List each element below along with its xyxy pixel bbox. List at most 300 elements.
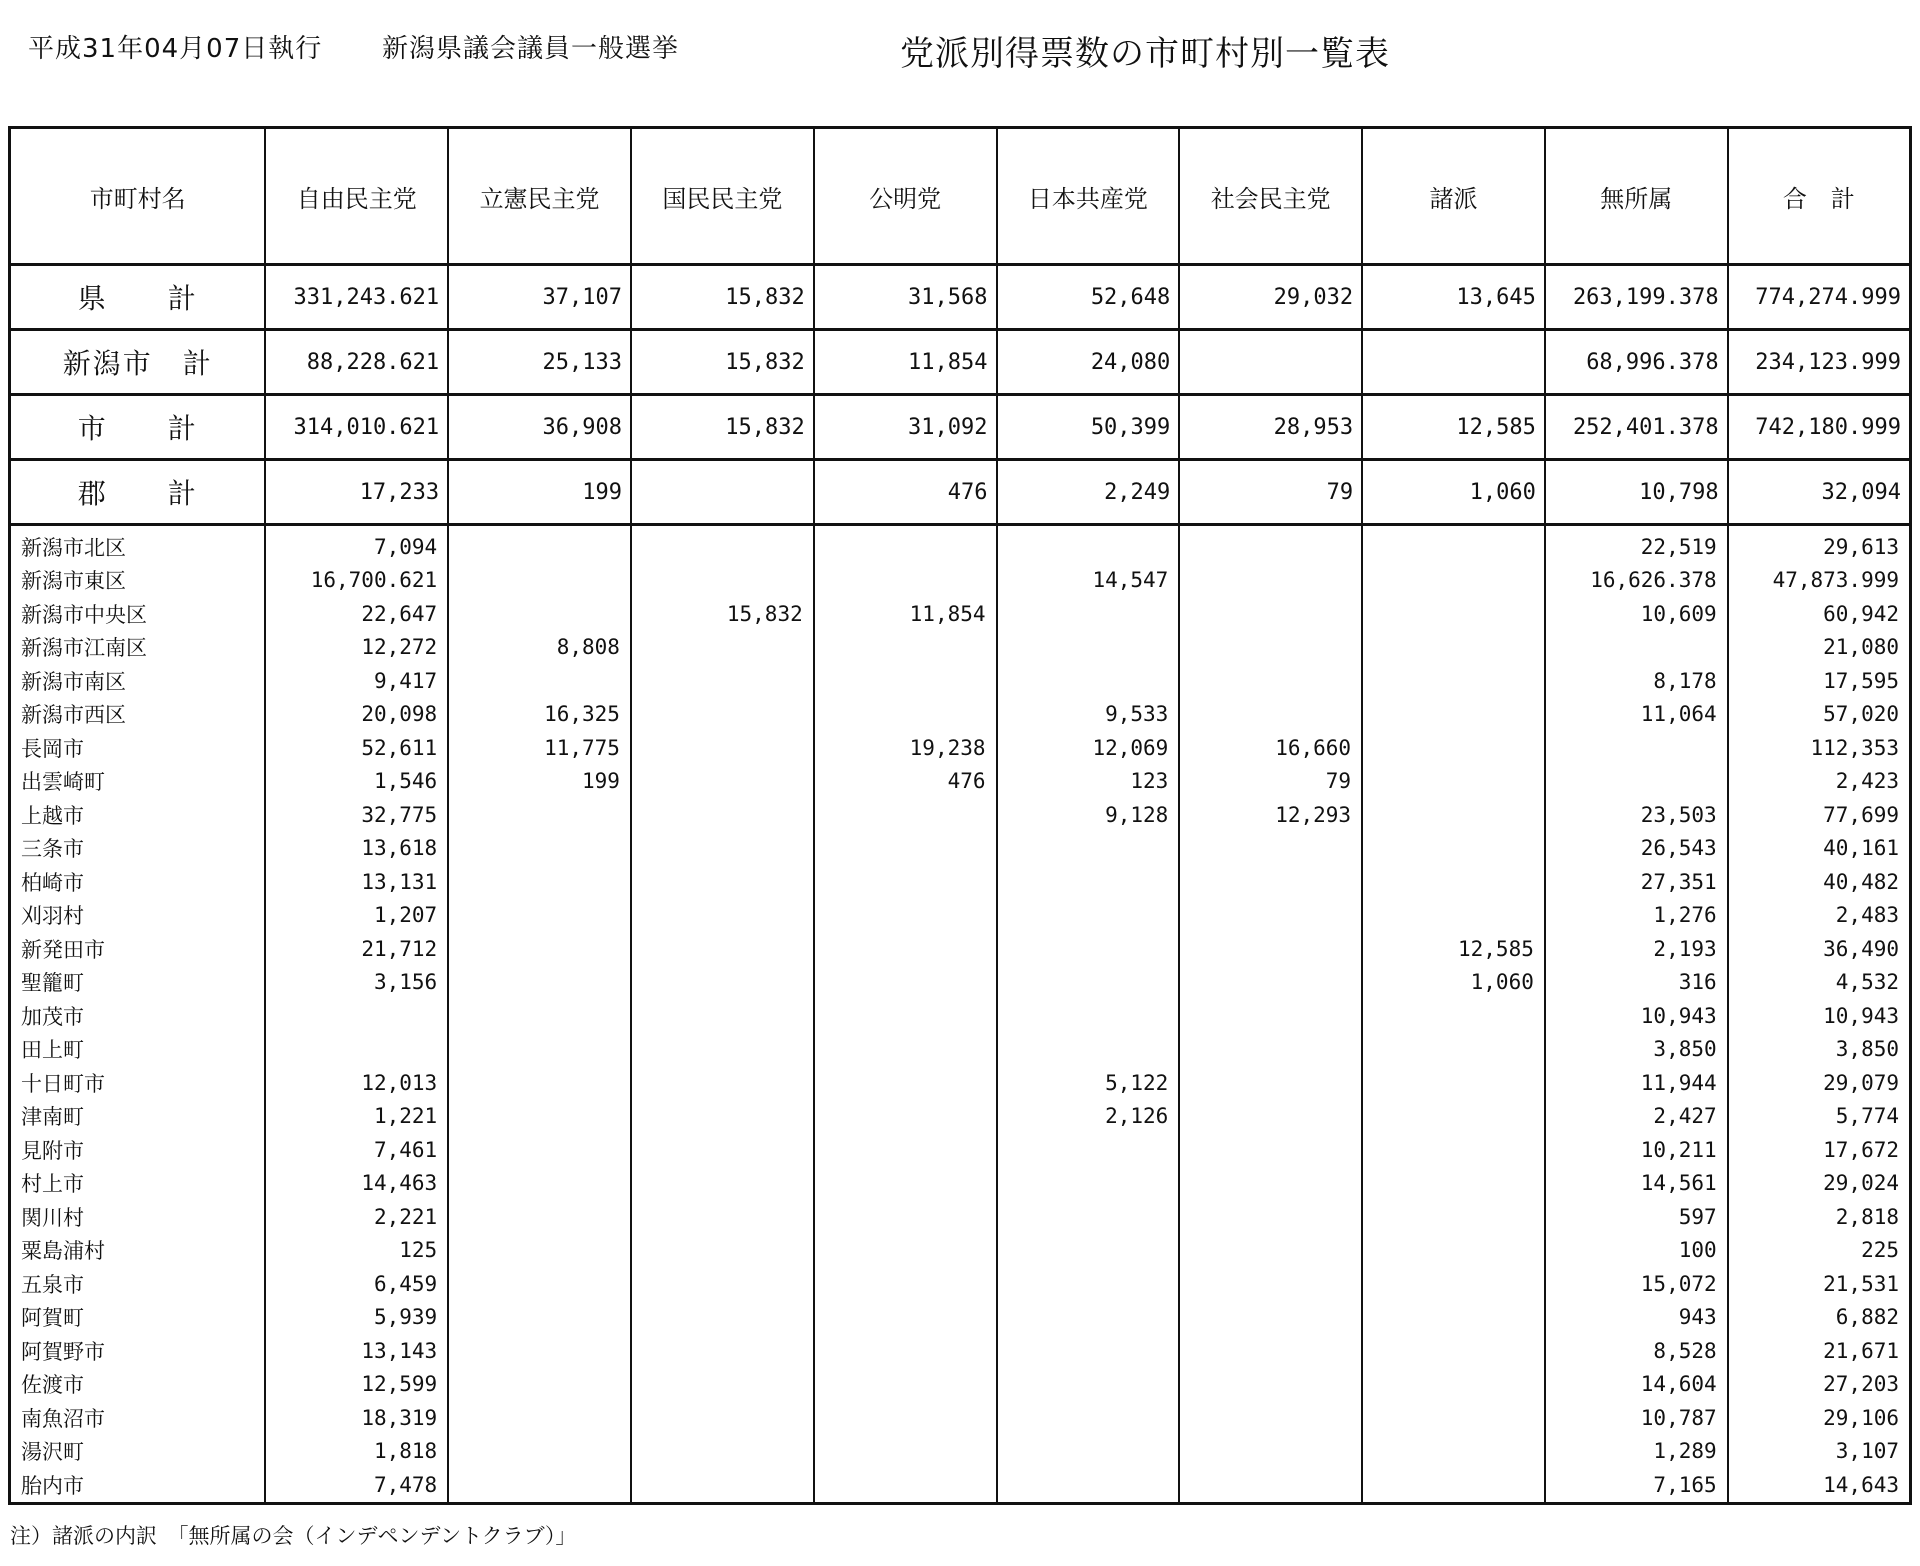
vote-count-cell	[631, 932, 814, 966]
vote-count-cell: 12,599	[265, 1368, 448, 1402]
vote-count-cell	[1362, 999, 1545, 1033]
vote-count-cell	[631, 1033, 814, 1067]
vote-count-cell: 2,249	[997, 460, 1180, 525]
vote-count-cell	[1362, 1267, 1545, 1301]
vote-count-cell	[814, 1234, 997, 1268]
vote-count-cell: 17,672	[1728, 1133, 1911, 1167]
vote-count-cell: 52,611	[265, 731, 448, 765]
vote-count-cell	[1362, 664, 1545, 698]
vote-count-cell	[1179, 899, 1362, 933]
vote-count-cell	[448, 1401, 631, 1435]
vote-count-cell	[631, 698, 814, 732]
vote-count-cell: 314,010.621	[265, 395, 448, 460]
municipality-name: 村上市	[10, 1167, 266, 1201]
vote-count-cell	[997, 1468, 1180, 1503]
vote-count-cell	[814, 631, 997, 665]
vote-count-cell	[448, 1368, 631, 1402]
column-header: 合 計	[1728, 128, 1911, 265]
vote-count-cell: 12,069	[997, 731, 1180, 765]
table-row	[10, 631, 1911, 665]
table-row	[10, 932, 1911, 966]
municipality-name: 三条市	[10, 832, 266, 866]
vote-count-cell: 18,319	[265, 1401, 448, 1435]
summary-row	[10, 460, 1911, 525]
vote-count-cell	[814, 564, 997, 598]
summary-row	[10, 265, 1911, 330]
vote-count-cell	[631, 966, 814, 1000]
vote-count-cell	[814, 1033, 997, 1067]
vote-count-cell	[1362, 731, 1545, 765]
vote-count-cell	[1179, 330, 1362, 395]
municipality-name: 新潟市 計	[10, 330, 266, 395]
vote-count-cell: 6,459	[265, 1267, 448, 1301]
vote-count-cell: 68,996.378	[1545, 330, 1728, 395]
vote-count-cell: 14,604	[1545, 1368, 1728, 1402]
vote-count-cell	[997, 1435, 1180, 1469]
vote-count-cell	[448, 1334, 631, 1368]
vote-count-cell	[814, 1200, 997, 1234]
vote-count-cell: 21,531	[1728, 1267, 1911, 1301]
vote-count-cell	[1362, 1468, 1545, 1503]
vote-count-cell: 16,700.621	[265, 564, 448, 598]
vote-count-cell	[1362, 525, 1545, 564]
vote-count-cell	[448, 1468, 631, 1503]
vote-count-cell	[814, 999, 997, 1033]
municipality-name: 田上町	[10, 1033, 266, 1067]
vote-count-cell	[631, 1435, 814, 1469]
vote-count-cell: 5,774	[1728, 1100, 1911, 1134]
vote-count-cell	[448, 1435, 631, 1469]
vote-count-cell	[1362, 765, 1545, 799]
vote-count-cell: 50,399	[997, 395, 1180, 460]
vote-count-cell	[631, 1301, 814, 1335]
vote-count-cell	[1362, 1200, 1545, 1234]
vote-count-cell	[631, 1066, 814, 1100]
vote-count-cell	[448, 1301, 631, 1335]
table-row	[10, 1468, 1911, 1503]
vote-count-cell	[997, 631, 1180, 665]
table-row	[10, 966, 1911, 1000]
column-header: 公明党	[814, 128, 997, 265]
vote-count-cell: 47,873.999	[1728, 564, 1911, 598]
vote-count-cell: 32,775	[265, 798, 448, 832]
municipality-name: 聖籠町	[10, 966, 266, 1000]
table-row	[10, 1066, 1911, 1100]
municipality-name: 新発田市	[10, 932, 266, 966]
vote-count-cell: 10,943	[1728, 999, 1911, 1033]
vote-count-cell	[997, 1401, 1180, 1435]
table-row	[10, 765, 1911, 799]
vote-count-cell	[631, 564, 814, 598]
vote-count-cell: 14,561	[1545, 1167, 1728, 1201]
vote-count-cell: 79	[1179, 460, 1362, 525]
municipality-name: 柏崎市	[10, 865, 266, 899]
vote-count-cell	[1179, 631, 1362, 665]
municipality-name: 南魚沼市	[10, 1401, 266, 1435]
vote-count-cell	[448, 525, 631, 564]
vote-count-cell	[631, 460, 814, 525]
vote-count-cell	[448, 999, 631, 1033]
vote-count-cell	[997, 932, 1180, 966]
table-row	[10, 1200, 1911, 1234]
vote-count-cell: 15,832	[631, 330, 814, 395]
vote-count-cell: 225	[1728, 1234, 1911, 1268]
vote-count-cell	[448, 1066, 631, 1100]
vote-count-cell	[1179, 1133, 1362, 1167]
vote-count-cell	[1362, 1033, 1545, 1067]
vote-count-cell: 13,618	[265, 832, 448, 866]
vote-count-cell: 13,143	[265, 1334, 448, 1368]
vote-count-cell	[631, 664, 814, 698]
vote-count-cell: 476	[814, 460, 997, 525]
vote-count-cell: 14,643	[1728, 1468, 1911, 1503]
table-row	[10, 865, 1911, 899]
vote-count-cell: 15,832	[631, 395, 814, 460]
vote-count-cell	[997, 899, 1180, 933]
vote-count-cell	[1362, 1066, 1545, 1100]
vote-count-cell: 8,808	[448, 631, 631, 665]
vote-count-cell	[1179, 1435, 1362, 1469]
vote-count-cell: 36,908	[448, 395, 631, 460]
table-row	[10, 1267, 1911, 1301]
vote-count-cell	[997, 597, 1180, 631]
vote-count-cell: 7,094	[265, 525, 448, 564]
vote-count-cell	[1362, 597, 1545, 631]
vote-count-cell: 943	[1545, 1301, 1728, 1335]
vote-count-cell: 2,221	[265, 1200, 448, 1234]
vote-count-cell: 234,123.999	[1728, 330, 1911, 395]
vote-count-cell	[448, 1267, 631, 1301]
municipality-name: 関川村	[10, 1200, 266, 1234]
vote-count-cell	[997, 999, 1180, 1033]
vote-count-cell: 199	[448, 460, 631, 525]
vote-count-cell: 476	[814, 765, 997, 799]
vote-count-cell	[997, 832, 1180, 866]
vote-count-cell	[631, 865, 814, 899]
vote-count-cell: 316	[1545, 966, 1728, 1000]
vote-count-cell	[814, 832, 997, 866]
table-body	[10, 265, 1911, 1504]
vote-count-cell: 2,818	[1728, 1200, 1911, 1234]
vote-count-cell	[631, 798, 814, 832]
table-row	[10, 832, 1911, 866]
vote-count-cell: 16,660	[1179, 731, 1362, 765]
vote-count-cell: 1,546	[265, 765, 448, 799]
vote-count-cell: 10,211	[1545, 1133, 1728, 1167]
vote-count-cell: 6,882	[1728, 1301, 1911, 1335]
table-row	[10, 798, 1911, 832]
vote-count-cell	[1362, 1368, 1545, 1402]
vote-count-cell	[631, 999, 814, 1033]
vote-count-cell	[997, 1133, 1180, 1167]
municipality-name: 湯沢町	[10, 1435, 266, 1469]
vote-count-cell	[814, 664, 997, 698]
vote-count-cell	[1179, 1234, 1362, 1268]
vote-count-cell: 20,098	[265, 698, 448, 732]
vote-count-cell	[631, 765, 814, 799]
vote-count-cell	[1179, 1468, 1362, 1503]
vote-count-cell: 15,832	[631, 265, 814, 330]
vote-count-cell	[1362, 564, 1545, 598]
vote-count-cell	[1362, 631, 1545, 665]
vote-count-cell	[1179, 564, 1362, 598]
vote-count-cell: 29,024	[1728, 1167, 1911, 1201]
vote-count-cell	[1179, 999, 1362, 1033]
vote-count-cell	[448, 932, 631, 966]
vote-count-cell	[1362, 698, 1545, 732]
vote-count-cell: 112,353	[1728, 731, 1911, 765]
vote-count-cell	[997, 1368, 1180, 1402]
column-header: 日本共産党	[997, 128, 1180, 265]
vote-count-cell	[814, 966, 997, 1000]
vote-count-cell	[448, 865, 631, 899]
table-row	[10, 1133, 1911, 1167]
vote-count-cell: 13,645	[1362, 265, 1545, 330]
vote-count-cell	[814, 1066, 997, 1100]
vote-count-cell: 7,478	[265, 1468, 448, 1503]
vote-count-cell	[1179, 1301, 1362, 1335]
table-row	[10, 1401, 1911, 1435]
column-header: 社会民主党	[1179, 128, 1362, 265]
vote-count-cell	[814, 698, 997, 732]
vote-count-cell	[448, 798, 631, 832]
vote-count-cell: 31,568	[814, 265, 997, 330]
municipality-name: 胎内市	[10, 1468, 266, 1503]
vote-count-cell: 21,671	[1728, 1334, 1911, 1368]
vote-count-cell: 79	[1179, 765, 1362, 799]
election-date: 平成31年04月07日執行	[28, 34, 323, 64]
vote-count-cell	[631, 1267, 814, 1301]
table-row	[10, 1368, 1911, 1402]
vote-count-cell: 12,013	[265, 1066, 448, 1100]
vote-count-cell	[631, 1368, 814, 1402]
vote-count-cell: 7,461	[265, 1133, 448, 1167]
vote-count-cell	[631, 731, 814, 765]
election-name: 新潟県議会議員一般選挙	[382, 34, 680, 64]
municipality-name: 郡 計	[10, 460, 266, 525]
vote-count-cell	[1179, 1267, 1362, 1301]
vote-count-cell	[1179, 597, 1362, 631]
vote-count-cell	[448, 1200, 631, 1234]
vote-count-cell: 774,274.999	[1728, 265, 1911, 330]
vote-count-cell	[631, 525, 814, 564]
municipality-name: 阿賀町	[10, 1301, 266, 1335]
vote-count-cell: 597	[1545, 1200, 1728, 1234]
vote-count-cell	[1362, 1100, 1545, 1134]
vote-count-cell: 199	[448, 765, 631, 799]
vote-count-cell	[997, 1200, 1180, 1234]
vote-count-cell	[448, 664, 631, 698]
vote-count-cell	[448, 1100, 631, 1134]
vote-count-cell: 40,161	[1728, 832, 1911, 866]
vote-count-cell: 9,417	[265, 664, 448, 698]
vote-count-cell: 77,699	[1728, 798, 1911, 832]
vote-count-cell	[997, 1301, 1180, 1335]
vote-count-cell	[1362, 1234, 1545, 1268]
vote-count-cell: 27,351	[1545, 865, 1728, 899]
vote-count-cell: 742,180.999	[1728, 395, 1911, 460]
vote-count-cell: 9,533	[997, 698, 1180, 732]
column-header: 立憲民主党	[448, 128, 631, 265]
vote-count-cell: 3,156	[265, 966, 448, 1000]
vote-count-cell	[1179, 865, 1362, 899]
vote-count-cell	[1545, 765, 1728, 799]
vote-count-cell	[1362, 1435, 1545, 1469]
vote-count-cell: 125	[265, 1234, 448, 1268]
vote-count-cell	[631, 1468, 814, 1503]
vote-count-cell	[265, 999, 448, 1033]
vote-count-cell	[631, 631, 814, 665]
vote-count-cell	[631, 1167, 814, 1201]
vote-count-cell	[1179, 932, 1362, 966]
vote-count-cell: 11,064	[1545, 698, 1728, 732]
vote-count-cell: 11,854	[814, 597, 997, 631]
municipality-name: 市 計	[10, 395, 266, 460]
vote-count-cell	[1362, 1301, 1545, 1335]
vote-count-cell: 29,032	[1179, 265, 1362, 330]
municipality-name: 十日町市	[10, 1066, 266, 1100]
vote-count-cell: 5,939	[265, 1301, 448, 1335]
vote-count-cell: 57,020	[1728, 698, 1911, 732]
vote-count-cell: 100	[1545, 1234, 1728, 1268]
vote-count-cell: 15,072	[1545, 1267, 1728, 1301]
vote-count-cell	[448, 899, 631, 933]
vote-count-cell: 10,943	[1545, 999, 1728, 1033]
vote-count-cell: 123	[997, 765, 1180, 799]
vote-count-cell	[265, 1033, 448, 1067]
municipality-name: 長岡市	[10, 731, 266, 765]
municipality-name: 新潟市東区	[10, 564, 266, 598]
vote-count-cell	[448, 564, 631, 598]
municipality-name: 五泉市	[10, 1267, 266, 1301]
vote-count-cell	[1362, 330, 1545, 395]
vote-count-cell	[997, 1234, 1180, 1268]
table-row	[10, 731, 1911, 765]
table-row	[10, 664, 1911, 698]
column-header: 無所属	[1545, 128, 1728, 265]
table-row	[10, 1167, 1911, 1201]
summary-row	[10, 395, 1911, 460]
vote-count-cell	[1545, 731, 1728, 765]
table-row	[10, 1100, 1911, 1134]
vote-count-cell	[631, 1200, 814, 1234]
vote-count-cell: 2,193	[1545, 932, 1728, 966]
vote-count-cell	[814, 525, 997, 564]
vote-count-cell: 60,942	[1728, 597, 1911, 631]
vote-count-cell	[814, 1401, 997, 1435]
vote-count-cell	[631, 1100, 814, 1134]
vote-count-cell	[814, 899, 997, 933]
vote-count-cell	[814, 932, 997, 966]
municipality-name: 出雲崎町	[10, 765, 266, 799]
vote-count-cell: 7,165	[1545, 1468, 1728, 1503]
table-row	[10, 1435, 1911, 1469]
vote-count-cell: 3,850	[1728, 1033, 1911, 1067]
municipality-name: 新潟市中央区	[10, 597, 266, 631]
table-row	[10, 564, 1911, 598]
vote-count-cell: 3,107	[1728, 1435, 1911, 1469]
vote-count-cell	[997, 1267, 1180, 1301]
vote-count-cell	[814, 798, 997, 832]
vote-count-cell	[997, 865, 1180, 899]
municipality-name: 津南町	[10, 1100, 266, 1134]
vote-count-cell	[448, 1033, 631, 1067]
column-header: 諸派	[1362, 128, 1545, 265]
page-title: 党派別得票数の市町村別一覧表	[900, 34, 1390, 74]
vote-count-cell	[448, 1167, 631, 1201]
vote-count-cell	[1545, 631, 1728, 665]
table-row	[10, 999, 1911, 1033]
table-row	[10, 525, 1911, 564]
municipality-name: 佐渡市	[10, 1368, 266, 1402]
vote-count-cell	[631, 899, 814, 933]
vote-count-cell	[1179, 1033, 1362, 1067]
vote-count-cell: 2,126	[997, 1100, 1180, 1134]
vote-count-cell: 1,207	[265, 899, 448, 933]
vote-count-cell: 14,547	[997, 564, 1180, 598]
vote-count-cell	[1179, 1066, 1362, 1100]
vote-count-cell: 17,233	[265, 460, 448, 525]
vote-count-cell: 31,092	[814, 395, 997, 460]
vote-count-cell	[814, 1100, 997, 1134]
vote-count-cell	[814, 1435, 997, 1469]
municipality-name: 新潟市西区	[10, 698, 266, 732]
vote-count-cell: 26,543	[1545, 832, 1728, 866]
municipality-name: 新潟市南区	[10, 664, 266, 698]
vote-count-cell	[448, 966, 631, 1000]
vote-count-cell	[1179, 832, 1362, 866]
table-row	[10, 1334, 1911, 1368]
municipality-name: 見附市	[10, 1133, 266, 1167]
vote-count-cell	[814, 1133, 997, 1167]
vote-count-cell: 1,060	[1362, 966, 1545, 1000]
vote-count-cell	[631, 832, 814, 866]
column-header: 自由民主党	[265, 128, 448, 265]
vote-count-cell: 5,122	[997, 1066, 1180, 1100]
vote-count-cell: 2,483	[1728, 899, 1911, 933]
vote-count-cell	[997, 1167, 1180, 1201]
vote-count-cell	[997, 664, 1180, 698]
vote-count-cell	[814, 1368, 997, 1402]
vote-count-cell: 8,528	[1545, 1334, 1728, 1368]
vote-count-cell: 88,228.621	[265, 330, 448, 395]
vote-count-cell: 12,585	[1362, 395, 1545, 460]
vote-count-cell	[448, 1234, 631, 1268]
vote-count-cell	[1179, 1200, 1362, 1234]
vote-count-cell: 13,131	[265, 865, 448, 899]
vote-count-cell: 17,595	[1728, 664, 1911, 698]
vote-count-cell: 10,609	[1545, 597, 1728, 631]
vote-count-cell	[1179, 1401, 1362, 1435]
municipality-name: 県 計	[10, 265, 266, 330]
vote-count-cell	[1179, 1368, 1362, 1402]
vote-count-cell: 2,423	[1728, 765, 1911, 799]
vote-count-cell: 29,613	[1728, 525, 1911, 564]
vote-count-cell	[1362, 798, 1545, 832]
column-header-name: 市町村名	[10, 128, 266, 265]
vote-count-cell: 10,787	[1545, 1401, 1728, 1435]
vote-count-cell	[631, 1334, 814, 1368]
vote-count-cell: 24,080	[997, 330, 1180, 395]
municipality-name: 刈羽村	[10, 899, 266, 933]
municipality-name: 新潟市江南区	[10, 631, 266, 665]
vote-count-cell	[1362, 1334, 1545, 1368]
table-row	[10, 899, 1911, 933]
municipality-name: 加茂市	[10, 999, 266, 1033]
vote-count-cell	[997, 966, 1180, 1000]
vote-count-cell: 1,276	[1545, 899, 1728, 933]
vote-count-cell: 21,712	[265, 932, 448, 966]
